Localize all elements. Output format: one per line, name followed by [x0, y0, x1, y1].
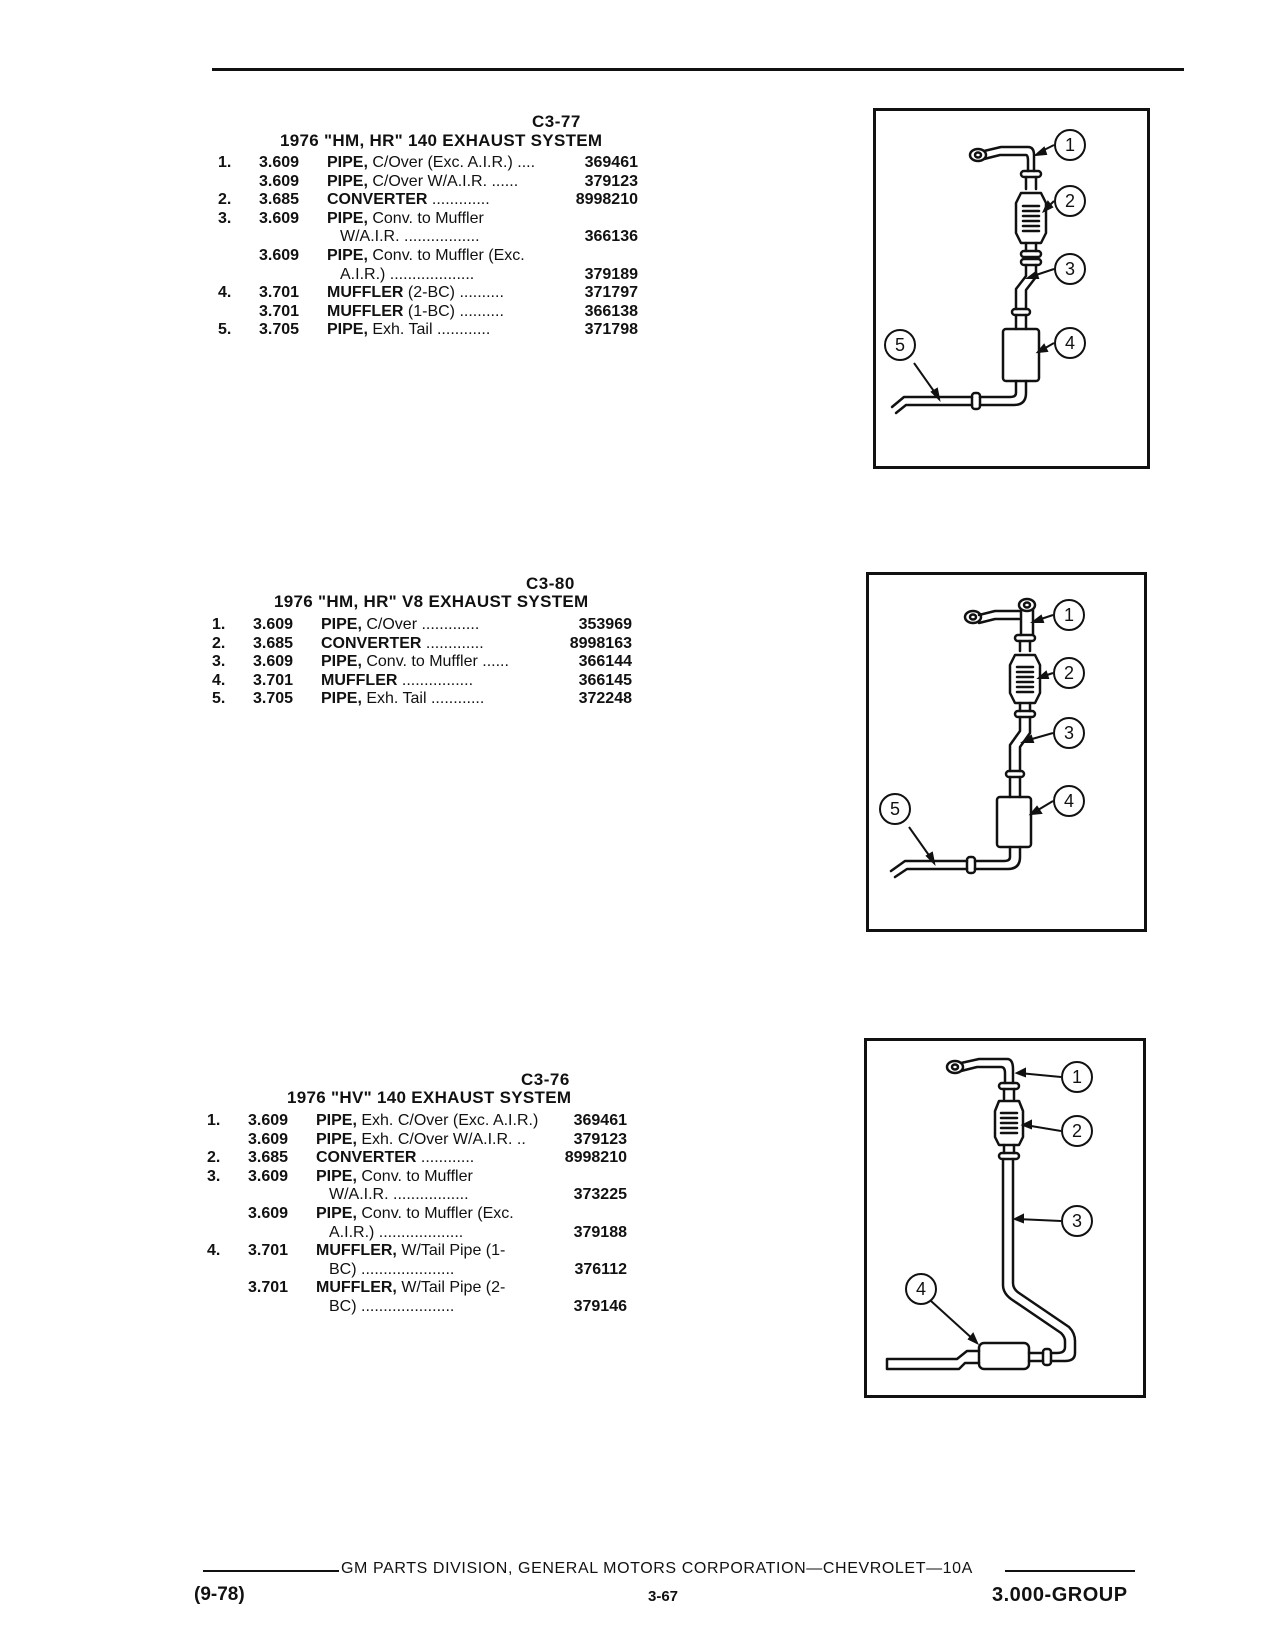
item-number: 4. [207, 1242, 221, 1260]
table-row [218, 321, 678, 340]
footer-rule-left [203, 1570, 339, 1572]
table-row [207, 1279, 667, 1298]
part-detail: BC) ..................... [329, 1260, 455, 1278]
section-title: 1976 "HM, HR" 140 EXHAUST SYSTEM [280, 131, 603, 150]
part-detail: A.I.R.) ................... [329, 1223, 464, 1241]
callout-1-label: 1 [1071, 1067, 1083, 1087]
table-row [218, 284, 678, 303]
footer-publisher-line: GM PARTS DIVISION, GENERAL MOTORS CORPORATION—CHEVROLET—10A [341, 1560, 973, 1577]
group-number: 3.685 [259, 191, 300, 209]
item-number: 3. [218, 209, 232, 227]
part-description [327, 321, 490, 339]
group-number: 3.701 [259, 302, 300, 320]
section-c3-77 [218, 112, 678, 352]
table-row [212, 653, 672, 672]
part-detail: Exh. C/Over (Exc. A.I.R.) [356, 1112, 539, 1129]
part-description [321, 616, 479, 634]
part-description [321, 690, 484, 708]
part-detail: W/Tail Pipe (2- [396, 1279, 506, 1297]
part-name: PIPE, [316, 1204, 357, 1222]
part-detail: BC) ..................... [329, 1297, 455, 1315]
item-number: 2. [218, 191, 232, 209]
table-row [212, 616, 672, 635]
callout-3-label: 3 [1064, 259, 1076, 279]
part-description [327, 210, 484, 228]
group-number: 3.609 [248, 1130, 289, 1148]
part-detail: Exh. Tail ............ [367, 321, 491, 339]
table-row [212, 672, 672, 691]
table-row [207, 1261, 667, 1280]
table-row [212, 690, 672, 709]
part-detail: Exh. C/Over W/A.I.R. .. [356, 1130, 526, 1148]
table-row [218, 210, 678, 229]
part-name: PIPE, [321, 653, 362, 671]
part-name: PIPE, [316, 1167, 357, 1185]
part-number: 8998163 [569, 634, 632, 652]
group-number: 3.609 [259, 172, 300, 190]
group-number: 3.609 [253, 653, 294, 671]
callout-2-label: 2 [1063, 663, 1075, 683]
part-description [316, 1112, 538, 1130]
group-number: 3.705 [259, 321, 300, 339]
part-name: PIPE, [327, 154, 368, 171]
part-description [321, 672, 473, 690]
table-row [218, 191, 678, 210]
part-description [321, 635, 484, 653]
part-detail: Conv. to Muffler (Exc. [356, 1204, 514, 1222]
group-number: 3.701 [248, 1279, 289, 1297]
part-number: 376112 [574, 1260, 627, 1278]
part-detail: C/Over ............. [361, 616, 480, 633]
part-name: CONVERTER [316, 1149, 417, 1167]
part-name: PIPE, [321, 616, 362, 633]
part-number: 8998210 [575, 191, 638, 209]
part-number: 379188 [573, 1223, 627, 1241]
item-number: 1. [207, 1112, 221, 1129]
part-description [316, 1131, 526, 1149]
section-code: C3-77 [532, 112, 581, 131]
part-detail: Conv. to Muffler (Exc. [367, 246, 525, 264]
part-number: 379189 [584, 265, 638, 283]
callout-4-label: 4 [1064, 333, 1076, 353]
item-number: 1. [212, 616, 226, 633]
callout-3-label: 3 [1063, 723, 1075, 743]
part-number: 379123 [573, 1130, 627, 1148]
section-title: 1976 "HM, HR" V8 EXHAUST SYSTEM [274, 592, 589, 611]
part-name: PIPE, [327, 246, 368, 264]
group-number: 3.609 [259, 154, 300, 171]
table-row [207, 1149, 667, 1168]
group-number: 3.685 [253, 634, 294, 652]
exhaust-system-drawing [876, 111, 1147, 466]
exhaust-diagram-c3-76 [864, 1038, 1146, 1398]
part-detail: (2-BC) .......... [403, 284, 504, 302]
part-detail: C/Over (Exc. A.I.R.) .... [367, 154, 536, 171]
part-number: 369461 [584, 154, 638, 171]
callout-1-label: 1 [1064, 135, 1076, 155]
part-name: MUFFLER [327, 302, 404, 320]
part-detail: ............ [416, 1149, 475, 1167]
table-row [218, 173, 678, 192]
item-number: 5. [218, 321, 232, 339]
group-number: 3.609 [253, 616, 294, 633]
part-description [321, 653, 509, 671]
part-name: PIPE, [327, 172, 368, 190]
part-detail: Conv. to Muffler ...... [361, 653, 509, 671]
callout-4-label: 4 [915, 1279, 927, 1299]
group-number: 3.701 [259, 284, 300, 302]
table-row [207, 1224, 667, 1243]
part-number: 8998210 [564, 1149, 627, 1167]
exhaust-diagram-c3-77 [873, 108, 1150, 469]
part-description [329, 1186, 469, 1204]
item-number: 4. [218, 284, 232, 302]
part-description [316, 1205, 514, 1223]
table-row [207, 1205, 667, 1224]
parts-list [218, 154, 678, 340]
group-number: 3.609 [259, 209, 300, 227]
section-c3-76 [207, 1070, 667, 1330]
exhaust-system-drawing [867, 1041, 1143, 1395]
table-row [218, 266, 678, 285]
table-row [212, 635, 672, 654]
part-detail: W/A.I.R. ................. [329, 1186, 469, 1204]
item-number: 3. [212, 653, 226, 671]
group-number: 3.701 [248, 1242, 289, 1260]
part-description [327, 247, 525, 265]
exhaust-system-drawing [869, 575, 1144, 929]
table-row [207, 1168, 667, 1187]
table-row [218, 228, 678, 247]
part-name: PIPE, [327, 321, 368, 339]
item-number: 5. [212, 690, 226, 708]
part-number: 371798 [584, 321, 638, 339]
part-detail: C/Over W/A.I.R. ...... [367, 172, 519, 190]
callout-5-label: 5 [889, 799, 901, 819]
item-number: 1. [218, 154, 232, 171]
part-number: 372248 [578, 690, 632, 708]
section-c3-80 [212, 574, 672, 714]
part-number: 366144 [578, 653, 632, 671]
part-description [316, 1242, 505, 1260]
part-number: 373225 [573, 1186, 627, 1204]
part-number: 366136 [584, 228, 638, 246]
table-row [207, 1298, 667, 1317]
part-description [329, 1261, 454, 1279]
callout-2-label: 2 [1071, 1121, 1083, 1141]
section-code: C3-80 [526, 574, 575, 593]
group-number: 3.609 [259, 246, 300, 264]
item-number: 4. [212, 671, 226, 689]
part-detail: ............. [421, 634, 484, 652]
part-name: CONVERTER [327, 191, 428, 209]
group-number: 3.609 [248, 1167, 289, 1185]
part-name: CONVERTER [321, 634, 422, 652]
table-row [218, 247, 678, 266]
item-number: 2. [207, 1149, 221, 1167]
part-name: PIPE, [321, 690, 362, 708]
part-number: 353969 [578, 616, 632, 633]
table-row [207, 1242, 667, 1261]
group-number: 3.609 [248, 1112, 289, 1129]
callout-3-label: 3 [1071, 1211, 1083, 1231]
part-description [340, 266, 474, 284]
part-number: 369461 [573, 1112, 627, 1129]
top-rule [212, 68, 1184, 71]
part-description [316, 1279, 505, 1297]
part-description [316, 1149, 474, 1167]
part-description [327, 303, 504, 321]
group-number: 3.701 [253, 671, 294, 689]
footer-group: 3.000-GROUP [992, 1584, 1128, 1606]
part-detail: A.I.R.) ................... [340, 265, 475, 283]
part-description [327, 191, 490, 209]
table-row [207, 1112, 667, 1131]
part-name: MUFFLER, [316, 1279, 397, 1297]
part-detail: W/A.I.R. ................. [340, 228, 480, 246]
part-detail: Conv. to Muffler [367, 209, 484, 227]
part-detail: (1-BC) .......... [403, 302, 504, 320]
part-name: PIPE, [327, 209, 368, 227]
parts-list [207, 1112, 667, 1317]
part-detail: Exh. Tail ............ [361, 690, 485, 708]
part-name: MUFFLER, [316, 1242, 397, 1260]
part-detail: ................ [397, 671, 474, 689]
part-name: MUFFLER [321, 671, 398, 689]
item-number: 2. [212, 634, 226, 652]
part-number: 379123 [584, 172, 638, 190]
table-row [218, 154, 678, 173]
table-row [207, 1186, 667, 1205]
section-title: 1976 "HV" 140 EXHAUST SYSTEM [287, 1088, 572, 1107]
group-number: 3.685 [248, 1149, 289, 1167]
part-description [329, 1224, 463, 1242]
callout-1-label: 1 [1063, 605, 1075, 625]
parts-list [212, 616, 672, 709]
part-name: MUFFLER [327, 284, 404, 302]
footer-rule-right [1005, 1570, 1135, 1572]
part-name: PIPE, [316, 1112, 357, 1129]
callout-4-label: 4 [1063, 791, 1075, 811]
callout-2-label: 2 [1064, 191, 1076, 211]
part-detail: W/Tail Pipe (1- [396, 1242, 506, 1260]
part-name: PIPE, [316, 1130, 357, 1148]
section-code: C3-76 [521, 1070, 570, 1089]
part-detail: ............. [427, 191, 490, 209]
part-number: 366138 [584, 302, 638, 320]
part-description [327, 154, 535, 172]
part-description [327, 173, 518, 191]
part-number: 371797 [584, 284, 638, 302]
item-number: 3. [207, 1167, 221, 1185]
part-description [327, 284, 504, 302]
group-number: 3.705 [253, 690, 294, 708]
table-row [207, 1131, 667, 1150]
part-number: 366145 [578, 671, 632, 689]
part-detail: Conv. to Muffler [356, 1167, 473, 1185]
footer-page-number: 3-67 [648, 1588, 679, 1605]
part-description [316, 1168, 473, 1186]
group-number: 3.609 [248, 1204, 289, 1222]
callout-5-label: 5 [894, 335, 906, 355]
part-description [340, 228, 480, 246]
part-description [329, 1298, 454, 1316]
table-row [218, 303, 678, 322]
exhaust-diagram-c3-80 [866, 572, 1147, 932]
part-number: 379146 [573, 1297, 627, 1315]
footer-date: (9-78) [194, 1584, 245, 1605]
